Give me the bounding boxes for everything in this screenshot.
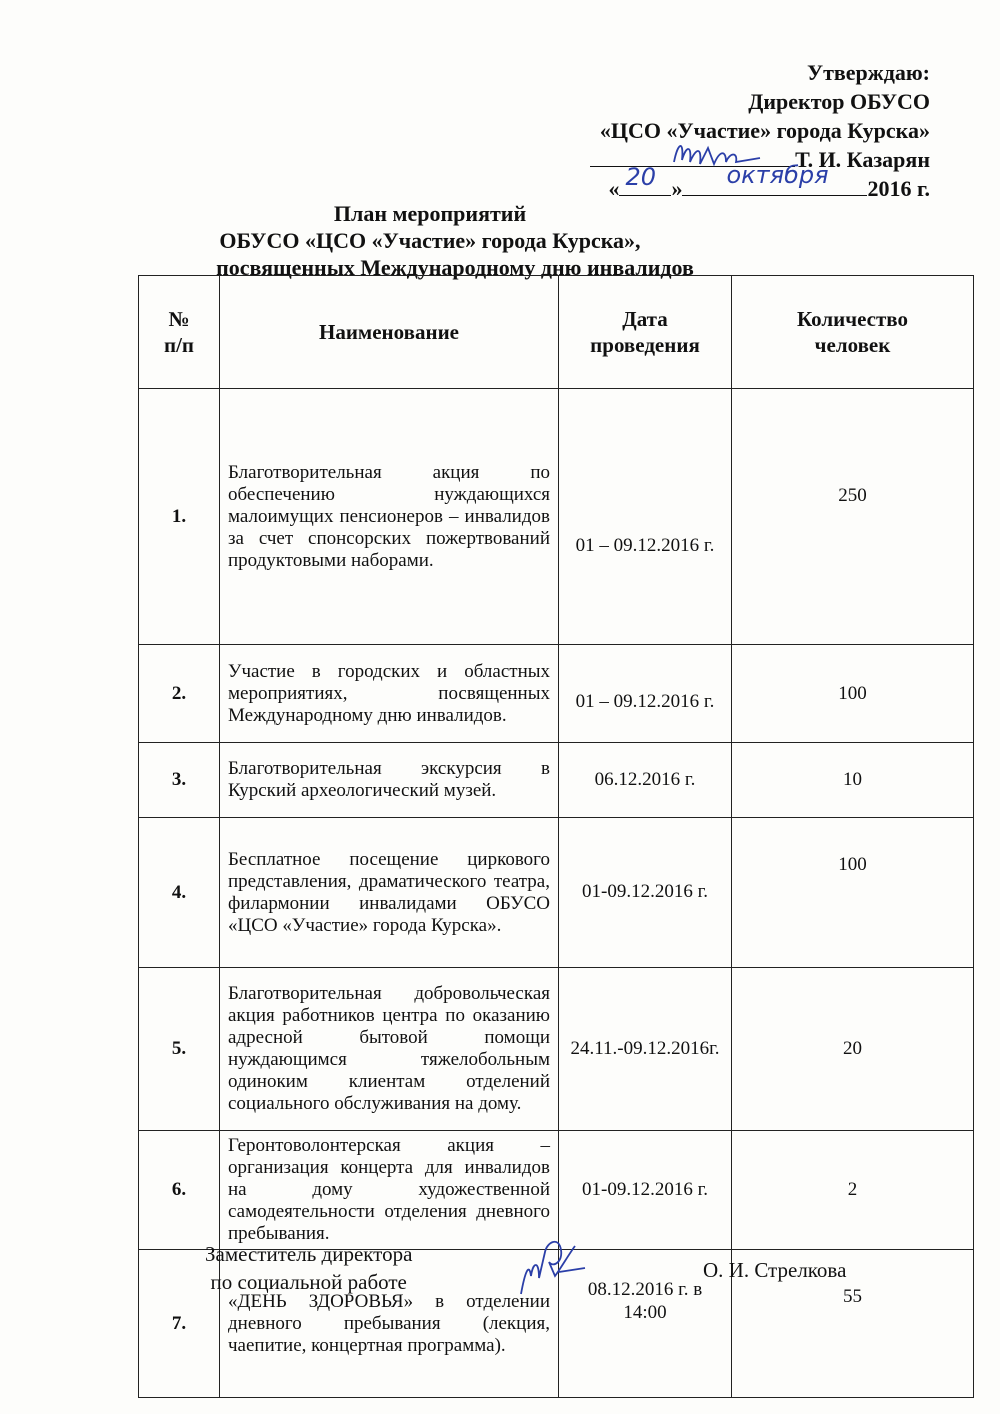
date-close-quote: »: [671, 176, 683, 201]
title-line-3: посвященных Международному дню инвалидов: [216, 255, 694, 280]
row-count: 100: [732, 818, 974, 968]
table-row: [139, 818, 974, 968]
row-name: Благотворительная экскурсия в Курский археологический музей.: [220, 743, 559, 818]
row-count: 10: [732, 743, 974, 818]
approval-name: Т. И. Казарян: [795, 147, 930, 172]
row-name: Благотворительная добровольческая акция работников центра по оказанию адресной бытовой помощи нуждающимся тяжелобольным одиноким клиентам отделений социального обслуживания на дому.: [220, 968, 559, 1131]
date-year: 2016 г.: [867, 176, 930, 201]
row-num: 5.: [139, 968, 220, 1131]
date-day-blank: [619, 163, 671, 196]
row-date: 01-09.12.2016 г.: [559, 1131, 732, 1250]
table-row: [139, 968, 974, 1131]
date-month-blank: [682, 161, 867, 196]
approval-position: Директор ОБУСО: [748, 89, 930, 114]
row-num: 4.: [139, 818, 220, 968]
table-header-row: [139, 276, 974, 389]
row-count: 55: [732, 1250, 974, 1398]
row-num: 1.: [139, 389, 220, 645]
row-date: 08.12.2016 г. в 14:00: [559, 1250, 732, 1398]
date-month-handwritten: октября: [726, 161, 829, 189]
events-table: [138, 275, 974, 1398]
approval-block: [490, 58, 930, 203]
row-name: «ДЕНЬ ЗДОРОВЬЯ» в отделении дневного пребывания (лекция, чаепитие, концертная программа).: [220, 1250, 559, 1398]
table-row: [139, 389, 974, 645]
header-num: № п/п: [139, 276, 220, 389]
date-day-handwritten: 20: [625, 163, 657, 191]
row-name: Бесплатное посещение циркового представления, драматического театра, филармонии инвалидами ОБУСО «ЦСО «Участие» города Курска».: [220, 818, 559, 968]
row-date: 06.12.2016 г.: [559, 743, 732, 818]
approval-organization: «ЦСО «Участие» города Курска»: [599, 118, 930, 143]
row-num: 7.: [139, 1250, 220, 1398]
row-date: 01 – 09.12.2016 г.: [559, 389, 732, 645]
row-name: Участие в городских и областных мероприятиях, посвященных Международному дню инвалидов.: [220, 645, 559, 743]
row-count: 2: [732, 1131, 974, 1250]
row-date: 01-09.12.2016 г.: [559, 818, 732, 968]
row-count: 20: [732, 968, 974, 1131]
director-signature-icon: [668, 134, 768, 174]
footer-name: О. И. Стрелкова: [703, 1258, 847, 1282]
header-count: Количество человек: [732, 276, 974, 389]
row-count: 100: [732, 645, 974, 743]
row-num: 3.: [139, 743, 220, 818]
date-open-quote: «: [608, 176, 620, 201]
row-date: 01 – 09.12.2016 г.: [559, 645, 732, 743]
footer-position-line-2: по социальной работе: [210, 1270, 407, 1294]
header-name: Наименование: [220, 276, 559, 389]
row-name: Геронтоволонтерская акция – организация концерта для инвалидов на дому художественной самодеятельности отделения дневного пребывания.: [220, 1131, 559, 1250]
row-num: 6.: [139, 1131, 220, 1250]
title-line-2: ОБУСО «ЦСО «Участие» города Курска»,: [219, 228, 641, 253]
footer-position: [205, 1240, 412, 1296]
title-line-1: План мероприятий: [333, 201, 527, 226]
approval-heading: Утверждаю:: [806, 60, 930, 85]
table-row: [139, 743, 974, 818]
header-date: Дата проведения: [559, 276, 732, 389]
row-name: Благотворительная акция по обеспечению нуждающихся малоимущих пенсионеров – инвалидов за счет спонсорских пожертвований продуктовыми наборами.: [220, 389, 559, 645]
row-count: 250: [732, 389, 974, 645]
row-num: 2.: [139, 645, 220, 743]
plan-title: [0, 200, 1000, 281]
table-row: [139, 645, 974, 743]
row-date: 24.11.-09.12.2016г.: [559, 968, 732, 1131]
footer-position-line-1: Заместитель директора: [205, 1242, 413, 1266]
deputy-signature-icon: [515, 1232, 595, 1302]
approval-date-line: [490, 161, 930, 203]
